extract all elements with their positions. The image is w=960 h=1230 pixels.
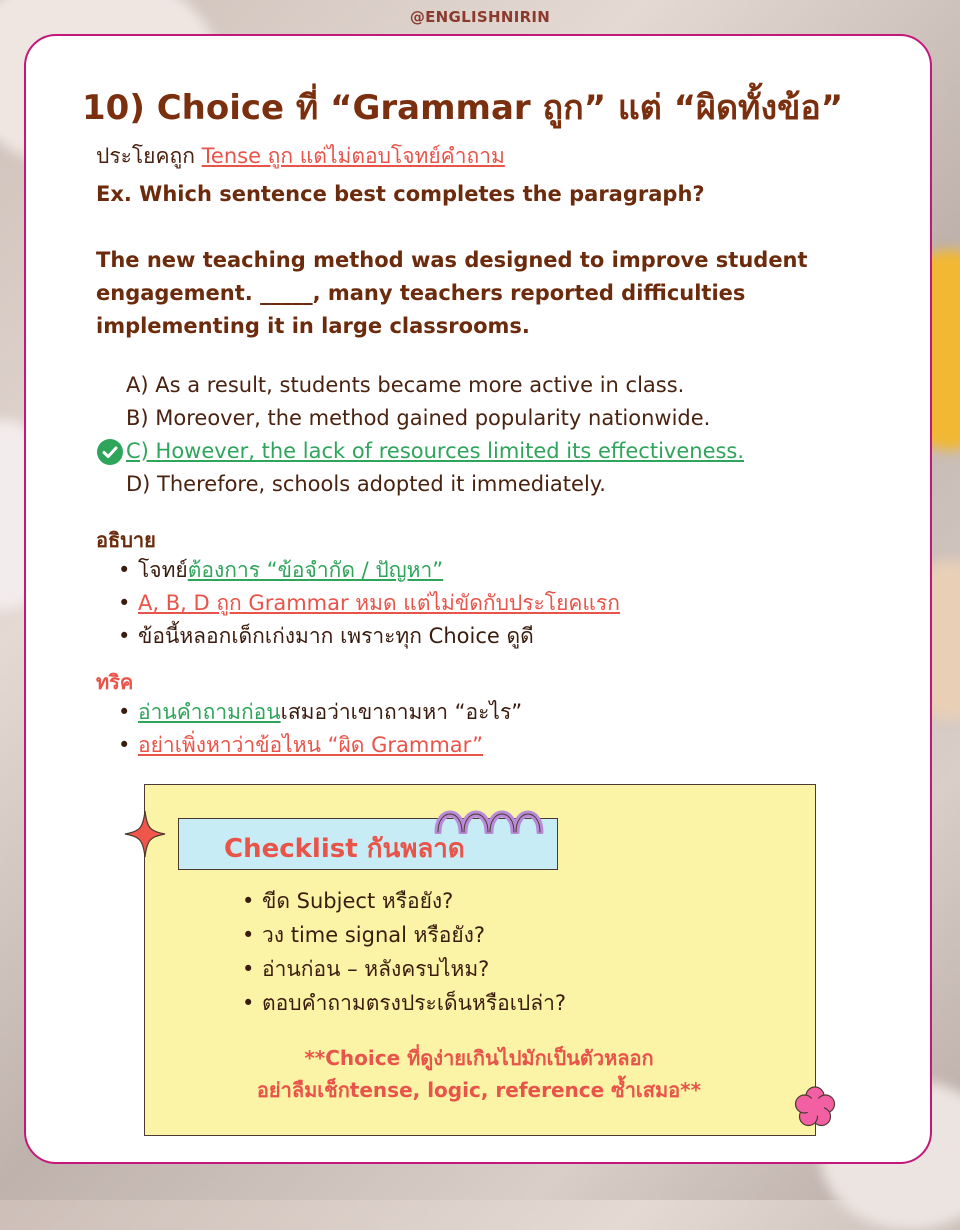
choice-d: D) Therefore, schools adopted it immediately.: [126, 472, 606, 496]
check-icon: [96, 438, 124, 466]
subtitle: [96, 140, 505, 173]
page-title: 10) Choice ที่ “Grammar ถูก” แต่ “ผิดทั้งข้อ”: [82, 88, 844, 128]
checklist-title: Checklist กันพลาด: [224, 834, 465, 864]
tricks-heading: ทริค: [96, 670, 134, 694]
explanation-item-highlight: A, B, D ถูก Grammar หมด แต่ไม่ขัดกับประโยคแรก: [138, 591, 620, 615]
list-item: [116, 696, 522, 729]
checklist-item: • ตอบคำถามตรงประเด็นหรือเปล่า?: [240, 986, 566, 1020]
choice-list: [126, 369, 744, 501]
checklist-footer-line2: อย่าลืมเช็กtense, logic, reference ซ้ำเสมอ**: [256, 1078, 702, 1102]
trick-item-text: เสมอว่าเขาถามหา “อะไร”: [280, 700, 523, 724]
flower-icon: [794, 1086, 836, 1128]
account-handle: @ENGLISHNIRIN: [409, 8, 551, 26]
explanation-item-highlight: ต้องการ “ข้อจำกัด / ปัญหา”: [187, 558, 444, 582]
tricks-list: [116, 696, 522, 762]
sparkle-icon: [124, 810, 166, 858]
checklist-footer-line1: **Choice ที่ดูง่ายเกินไปมักเป็นตัวหลอก: [304, 1046, 654, 1070]
checklist-item: • ขีด Subject หรือยัง?: [240, 884, 566, 918]
choice-a: A) As a result, students became more active in class.: [126, 373, 685, 397]
choice-c-correct: C) However, the lack of resources limited its effectiveness.: [126, 439, 745, 463]
list-item: [116, 620, 620, 653]
choice-b: B) Moreover, the method gained popularity nationwide.: [126, 406, 711, 430]
checklist-item: • วง time signal หรือยัง?: [240, 918, 566, 952]
subtitle-highlight: Tense ถูก แต่ไม่ตอบโจทย์คำถาม: [201, 144, 505, 168]
list-item: [116, 554, 620, 587]
trick-item-highlight: อย่าเพิ่งหาว่าข้อไหน “ผิด Grammar”: [138, 733, 484, 757]
content-card: [24, 34, 932, 1164]
explanation-item-text: ข้อนี้หลอกเด็กเก่งมาก เพราะทุก Choice ดูดี: [138, 624, 534, 648]
subtitle-prefix: ประโยคถูก: [96, 144, 202, 168]
list-item: [116, 587, 620, 620]
checklist-item: • อ่านก่อน – หลังครบไหม?: [240, 952, 566, 986]
checklist-items: [240, 884, 566, 1020]
checklist-footer: [144, 1042, 814, 1106]
explanation-heading: อธิบาย: [96, 528, 156, 552]
list-item: [116, 729, 522, 762]
explanation-item-text: โจทย์: [138, 558, 188, 582]
question-text: Ex. Which sentence best completes the paragraph?: [96, 182, 705, 206]
passage-text: The new teaching method was designed to improve student engagement. _____, many teachers reported difficulties implementing it in large classrooms.: [96, 248, 808, 338]
explanation-list: [116, 554, 620, 653]
trick-item-highlight: อ่านคำถามก่อน: [138, 700, 281, 724]
